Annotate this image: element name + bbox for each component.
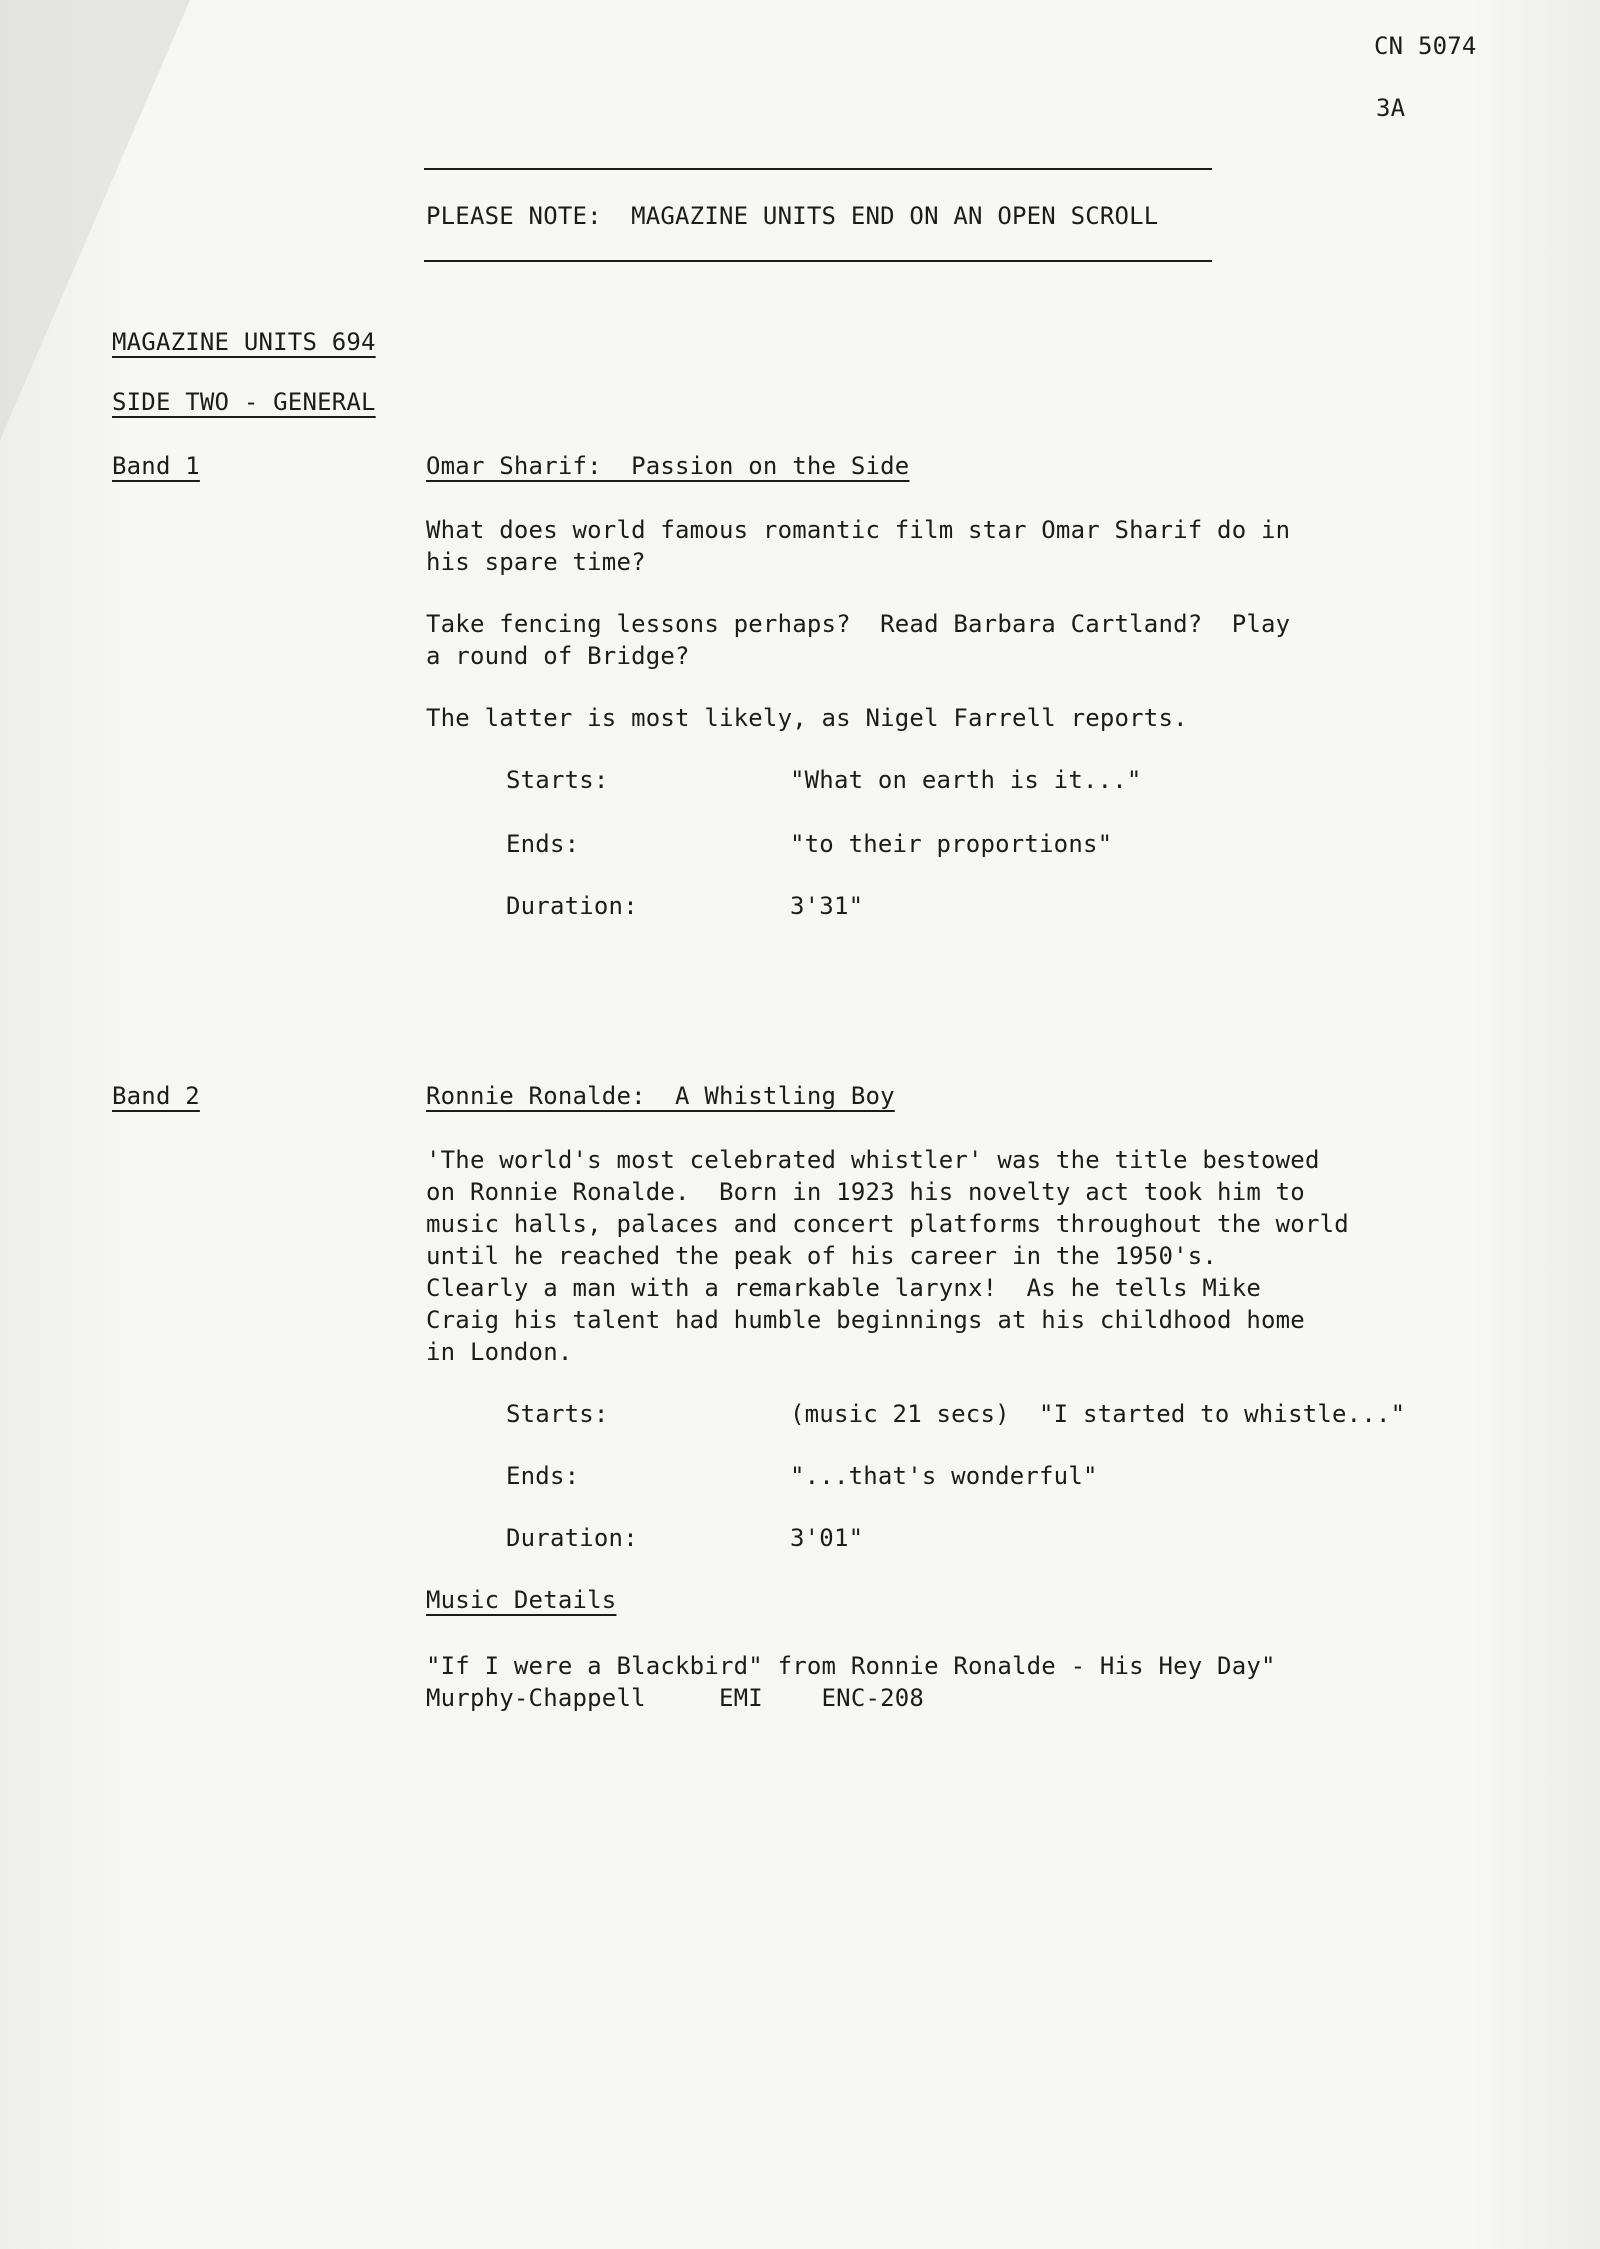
band-1-duration-label: Duration: <box>506 892 638 920</box>
band-2-label: Band 2 <box>112 1082 200 1110</box>
band-2-starts-label: Starts: <box>506 1400 609 1428</box>
page-fold-shadow <box>0 0 190 440</box>
music-details-heading: Music Details <box>426 1586 617 1614</box>
band-2-paragraph: 'The world's most celebrated whistler' was the title bestowed on Ronnie Ronalde. Born in 1923 his novelty act took him to music halls, palaces and concert platforms throughout the world until he reached the peak of his career in the 1950's. Clearly a man with a remarkable larynx! As he tells Mike Craig his talent had humble beginnings at his childhood home in London. <box>426 1146 1349 1366</box>
notice-top-rule <box>424 168 1212 170</box>
band-2-ends-value: "...that's wonderful" <box>790 1462 1098 1490</box>
band-1-ends-value: "to their proportions" <box>790 830 1113 858</box>
notice-bottom-rule <box>424 260 1212 262</box>
notice-text: PLEASE NOTE: MAGAZINE UNITS END ON AN OPEN SCROLL <box>426 202 1159 230</box>
band-1-paragraph-3: The latter is most likely, as Nigel Farrell reports. <box>426 704 1188 732</box>
side-heading: SIDE TWO - GENERAL <box>112 388 376 416</box>
band-1-ends-label: Ends: <box>506 830 580 858</box>
reference-number: CN 5074 <box>1374 32 1477 60</box>
band-1-paragraph-2: Take fencing lessons perhaps? Read Barbara Cartland? Play a round of Bridge? <box>426 610 1291 670</box>
band-1-title: Omar Sharif: Passion on the Side <box>426 452 910 480</box>
music-details-line-2: Murphy-Chappell EMI ENC-208 <box>426 1684 925 1712</box>
band-1-starts-value: "What on earth is it..." <box>790 766 1142 794</box>
band-2-duration-label: Duration: <box>506 1524 638 1552</box>
music-details-line-1: "If I were a Blackbird" from Ronnie Ronalde - His Hey Day" <box>426 1652 1276 1680</box>
band-2-title: Ronnie Ronalde: A Whistling Boy <box>426 1082 895 1110</box>
band-1-paragraph-1: What does world famous romantic film star Omar Sharif do in his spare time? <box>426 516 1291 576</box>
band-2-ends-label: Ends: <box>506 1462 580 1490</box>
page-number: 3A <box>1376 94 1406 122</box>
magazine-units-heading: MAGAZINE UNITS 694 <box>112 328 376 356</box>
band-2-starts-value: (music 21 secs) "I started to whistle..." <box>790 1400 1406 1428</box>
band-1-duration-value: 3'31" <box>790 892 864 920</box>
band-2-duration-value: 3'01" <box>790 1524 864 1552</box>
band-1-label: Band 1 <box>112 452 200 480</box>
band-1-starts-label: Starts: <box>506 766 609 794</box>
